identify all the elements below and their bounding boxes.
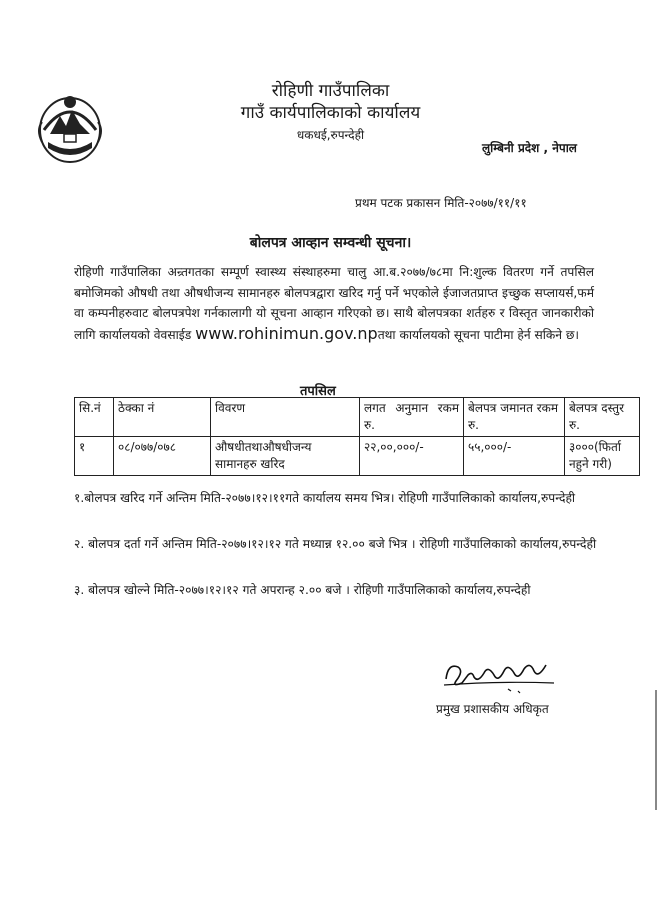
signatory-title: प्रमुख प्रशासकीय अधिकृत xyxy=(436,702,549,716)
header-estimate: लगत अनुमान रकम रु. xyxy=(360,398,464,437)
website-link[interactable]: www.rohinimun.gov.np xyxy=(195,323,378,343)
cell-contract-no: ०८/०७७/०७८ xyxy=(114,437,211,476)
signature-image xyxy=(438,653,558,697)
schedule-table xyxy=(74,397,640,476)
notice-body xyxy=(74,262,594,345)
table-title: तपसिल xyxy=(300,384,336,399)
header-sn: सि.नं xyxy=(75,398,114,437)
cell-fee: ३०००(फिर्ता नहुने गरी) xyxy=(565,437,640,476)
cell-estimate: २२,००,०००/- xyxy=(360,437,464,476)
cell-description: औषधीतथाऔषधीजन्य सामानहरु खरिद xyxy=(211,437,360,476)
scan-edge-line xyxy=(655,690,657,810)
publication-date: प्रथम पटक प्रकासन मिति-२०७७/११/११ xyxy=(355,196,527,210)
header-description: विवरण xyxy=(211,398,360,437)
table-row xyxy=(75,437,640,476)
header-bid-bond: बेलपत्र जमानत रकम रु. xyxy=(464,398,565,437)
notice-heading: बोलपत्र आव्हान सम्वन्धी सूचना। xyxy=(249,235,412,251)
body-text: रोहिणी गाउँपालिका अन्र्तगतका सम्पूर्ण स्वास्थ्य संस्थाहरुमा चालु आ.ब.२०७७/७८मा नि:शुल्क वितरण गर्ने तपसिल बमोजिमको औषधी तथा औषधीजन्य सामानहरु बोलपत्रद्वारा खरिद गर्नु पर्ने भएकोले ईजाजतप्राप्त इच्छुक सप्लायर्स,फर्म वा कम्पनीहरुवाट बोलपत्रपेश गर्नकालागी यो सूचना आव्हान गरिएको छ। साथै बोलपत्रका शर्तहरु र विस्तृत जानकारीको लागि कार्यालयको वेवसाईड xyxy=(74,265,594,342)
table-header-row xyxy=(75,398,640,437)
cell-bid-bond: ५५,०००/- xyxy=(464,437,565,476)
province: लुम्बिनी प्रदेश , नेपाल xyxy=(482,141,577,155)
office-address: धकधई,रुपन्देही xyxy=(296,128,365,142)
office-name: रोहिणी गाउँपालिका xyxy=(271,81,390,101)
cell-sn: १ xyxy=(75,437,114,476)
office-title: गाउँ कार्यपालिकाको कार्यालय xyxy=(240,103,421,123)
note-opening-date: ३. बोलपत्र खोल्ने मिति-२०७७।१२।१२ गते अपरान्ह २.०० बजे । रोहिणी गाउँपालिकाको कार्यालय,रुपन्देही xyxy=(74,583,531,597)
header-fee: बेलपत्र दस्तुर रु. xyxy=(565,398,640,437)
body-text-end: तथा कार्यालयको सूचना पाटीमा हेर्न सकिने छ। xyxy=(377,327,580,342)
header-contract-no: ठेक्का नं xyxy=(114,398,211,437)
note-purchase-deadline: १.बोलपत्र खरिद गर्ने अन्तिम मिति-२०७७।१२।११गते कार्यालय समय भित्र। रोहिणी गाउँपालिकाको कार्यालय,रुपन्देही xyxy=(74,491,576,505)
note-registration-deadline: २. बोलपत्र दर्ता गर्ने अन्तिम मिति-२०७७।१२।१२ गते मध्यान्न १२.०० बजे भित्र । रोहिणी गाउँपालिकाको कार्यालय,रुपन्देही xyxy=(74,537,597,551)
